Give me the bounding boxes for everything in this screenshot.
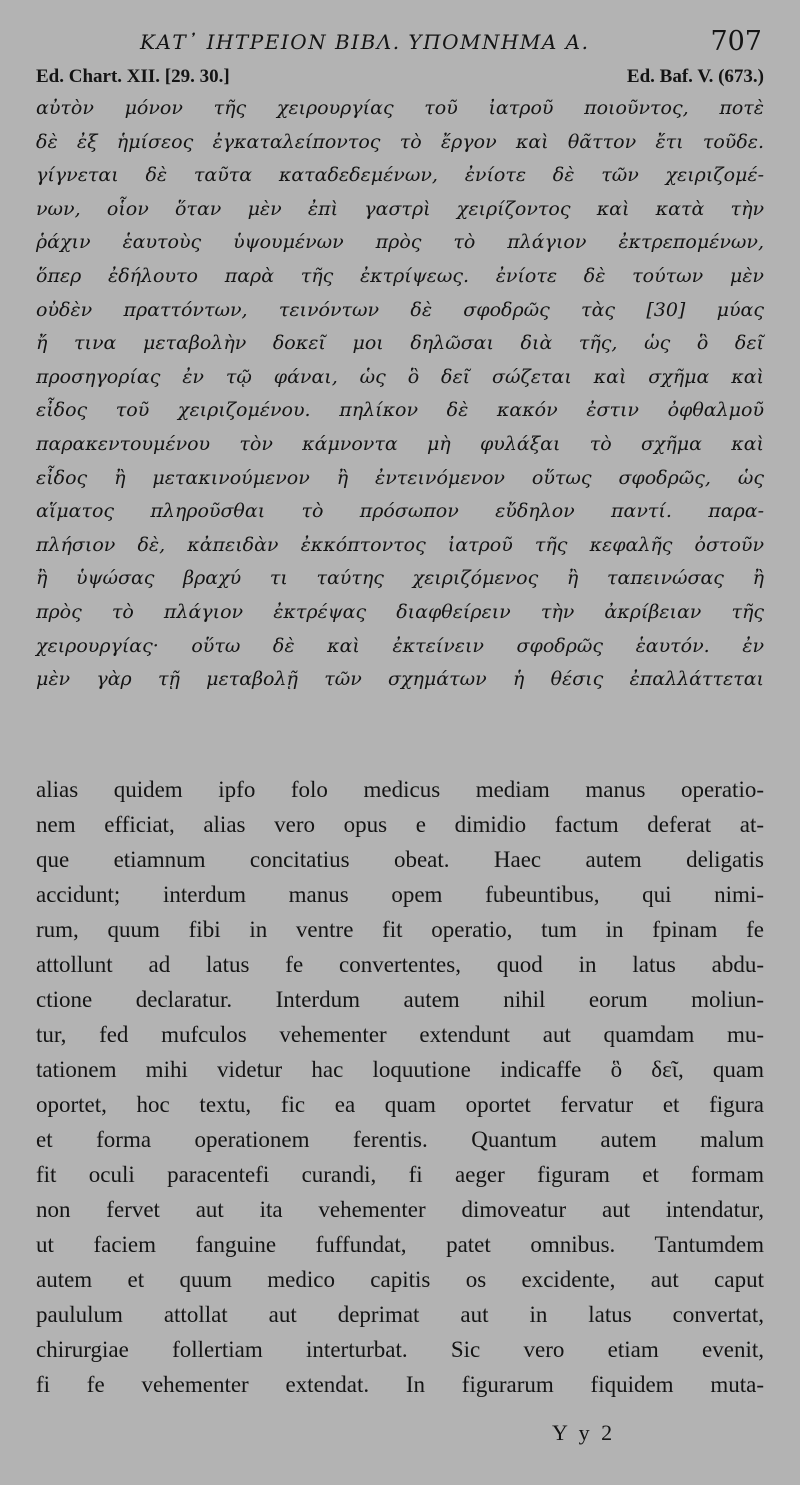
basel-edition-reference: Ed. Baf. V. (673.) <box>626 66 764 87</box>
page-number: 707 <box>710 26 762 57</box>
greek-text-line: εἶδος τοῦ χειριζομένου. πηλίκον δὲ κακόν ἐστιν ὀφθαλμοῦ <box>36 399 764 422</box>
latin-text-line: tur, fed mufculos vehementer extendunt aut quamdam mu- <box>36 1022 764 1047</box>
greek-text-line: αἵματος πληροῦσθαι τὸ πρόσωπον εὔδηλον παντί. παρα- <box>36 500 764 523</box>
latin-text-line: alias quidem ipfo folo medicus mediam manus operatio- <box>36 777 764 802</box>
latin-text-line: fit oculi paracentefi curandi, fi aeger figuram et formam <box>36 1162 764 1187</box>
edition-reference-line <box>36 66 764 94</box>
latin-text-line: oportet, hoc textu, fic ea quam oportet fervatur et figura <box>36 1092 764 1117</box>
latin-translation-block <box>36 772 764 1402</box>
running-title: ΚΑΤ᾽ ΙΗΤΡΕΙΟΝ ΒΙΒΛ. ΥΠΟΜΝΗΜΑ Α. <box>140 30 590 54</box>
greek-text-line: πλήσιον δὲ, κἀπειδὰν ἐκκόπτοντος ἰατροῦ τῆς κεφαλῆς ὀστοῦν <box>36 533 764 556</box>
greek-text-block <box>36 92 764 697</box>
greek-text-line: εἶδος ἢ μετακινούμενον ἢ ἐντεινόμενον οὕτως σφοδρῶς, ὡς <box>36 466 764 489</box>
printer-signature-mark: Y y 2 <box>552 1420 616 1445</box>
latin-text-line: chirurgiae follertiam interturbat. Sic vero etiam evenit, <box>36 1337 764 1362</box>
greek-text-line: προσηγορίας ἐν τῷ φάναι, ὡς ὃ δεῖ σώζεται καὶ σχῆμα καὶ <box>36 365 764 388</box>
greek-text-line: ἢ ὑψώσας βραχύ τι ταύτης χειριζόμενος ἢ ταπεινώσας ἢ <box>36 567 764 590</box>
latin-text-line: non fervet aut ita vehementer dimoveatur aut intendatur, <box>36 1197 764 1222</box>
latin-text-line: attollunt ad latus fe convertentes, quod in latus abdu- <box>36 952 764 977</box>
latin-text-line: paululum attollat aut deprimat aut in latus convertat, <box>36 1302 764 1327</box>
latin-text-line: nem efficiat, alias vero opus e dimidio factum deferat at- <box>36 812 764 837</box>
latin-text-line: rum, quum fibi in ventre fit operatio, tum in fpinam fe <box>36 917 764 942</box>
latin-text-line: que etiamnum concitatius obeat. Haec autem deligatis <box>36 847 764 872</box>
greek-text-line: παρακεντουμένου τὸν κάμνοντα μὴ φυλάξαι τὸ σχῆμα καὶ <box>36 432 764 455</box>
greek-text-line: ῥάχιν ἑαυτοὺς ὑψουμένων πρὸς τὸ πλάγιον ἐκτρεπομένων, <box>36 231 764 254</box>
latin-text-line: et forma operationem ferentis. Quantum autem malum <box>36 1127 764 1152</box>
greek-text-line: νων, οἷον ὅταν μὲν ἐπὶ γαστρὶ χειρίζοντος καὶ κατὰ τὴν <box>36 197 764 220</box>
latin-text-line: ctione declaratur. Interdum autem nihil eorum moliun- <box>36 987 764 1012</box>
latin-text-line: ut faciem fanguine fuffundat, patet omnibus. Tantumdem <box>36 1232 764 1257</box>
chartier-edition-reference: Ed. Chart. XII. [29. 30.] <box>36 66 230 87</box>
greek-text-line: οὐδὲν πραττόντων, τεινόντων δὲ σφοδρῶς τὰς [30] μύας <box>36 298 764 321</box>
running-head <box>0 26 800 66</box>
latin-text-line: tationem mihi videtur hac loquutione indicaffe ὃ δεῖ, quam <box>36 1057 764 1082</box>
greek-text-line: ἤ τινα μεταβολὴν δοκεῖ μοι δηλῶσαι διὰ τῆς, ὡς ὃ δεῖ <box>36 332 764 355</box>
latin-text-line: fi fe vehementer extendat. In figurarum fiquidem muta- <box>36 1372 764 1397</box>
greek-text-line: χειρουργίας· οὕτω δὲ καὶ ἐκτείνειν σφοδρῶς ἑαυτόν. ἐν <box>36 634 764 657</box>
greek-text-line: δὲ ἐξ ἡμίσεος ἐγκαταλείποντος τὸ ἔργον καὶ θᾶττον ἔτι τοῦδε. <box>36 130 764 153</box>
latin-text-line: accidunt; interdum manus opem fubeuntibus, qui nimi- <box>36 882 764 907</box>
latin-text-line: autem et quum medico capitis os excidente, aut caput <box>36 1267 764 1292</box>
greek-text-line: γίγνεται δὲ ταῦτα καταδεδεμένων, ἐνίοτε δὲ τῶν χειριζομέ- <box>36 164 764 187</box>
greek-text-line: ὅπερ ἐδήλουτο παρὰ τῆς ἐκτρίψεως. ἐνίοτε δὲ τούτων μὲν <box>36 264 764 287</box>
greek-text-line: πρὸς τὸ πλάγιον ἐκτρέψας διαφθείρειν τὴν ἀκρίβειαν τῆς <box>36 600 764 623</box>
greek-text-line: αὐτὸν μόνον τῆς χειρουργίας τοῦ ἰατροῦ ποιοῦντος, ποτὲ <box>36 97 764 119</box>
greek-text-line: μὲν γὰρ τῇ μεταβολῇ τῶν σχημάτων ἡ θέσις ἐπαλλάττεται <box>36 668 764 691</box>
